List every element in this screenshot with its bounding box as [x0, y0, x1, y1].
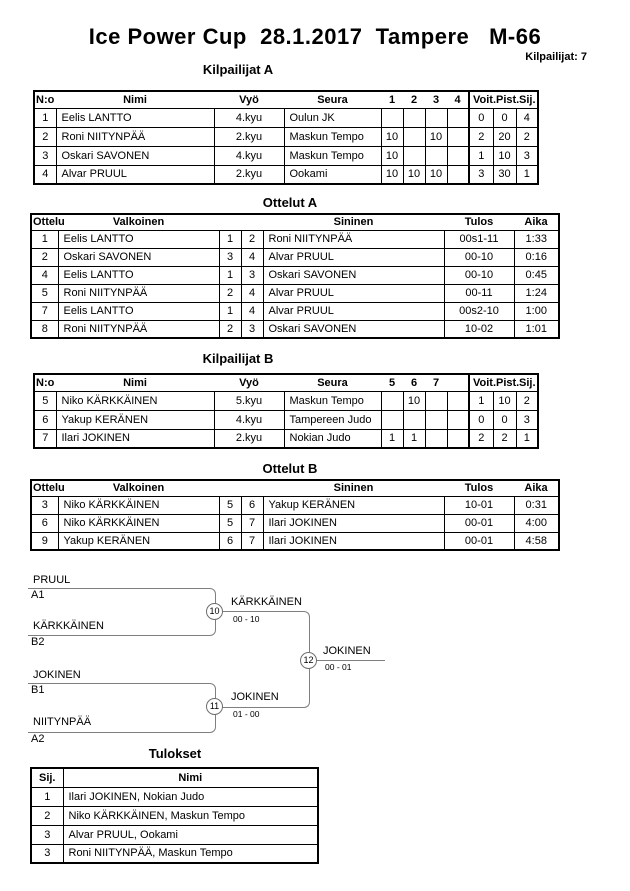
place-cell: 1	[516, 165, 538, 184]
col-result: Tulos	[444, 214, 514, 230]
white-cell: Eelis LANTTO	[58, 266, 219, 284]
white-cell: Oskari SAVONEN	[58, 248, 219, 266]
round-cell	[447, 165, 469, 184]
place-cell: 3	[516, 410, 538, 429]
blue-no-cell: 3	[241, 266, 263, 284]
points-cell: 20	[493, 127, 516, 146]
table-row	[34, 108, 538, 127]
club-cell: Tampereen Judo	[284, 410, 381, 429]
white-no-cell: 3	[219, 248, 241, 266]
round-cell	[403, 108, 425, 127]
no-cell: 1	[34, 108, 56, 127]
blue-cell: Roni NIITYNPÄÄ	[263, 230, 444, 248]
col-belt: Vyö	[214, 91, 284, 108]
header-row	[34, 91, 538, 108]
name-cell: Ilari JOKINEN	[56, 429, 214, 448]
col-round-4: 4	[447, 91, 469, 108]
result-cell: 00-01	[444, 514, 514, 532]
table-row	[34, 146, 538, 165]
col-round-1: 1	[381, 91, 403, 108]
blue-no-cell: 2	[241, 230, 263, 248]
blue-no-cell: 4	[241, 248, 263, 266]
bracket-semi1-top-seed: A1	[31, 589, 45, 601]
table-row	[31, 248, 559, 266]
match-no-cell: 6	[31, 514, 58, 532]
bracket-semi2-bottom-name: NIITYNPÄÄ	[33, 716, 92, 728]
round-cell	[447, 146, 469, 165]
wins-cell: 2	[469, 429, 493, 448]
col-white: Valkoinen	[58, 214, 219, 230]
round-cell: 1	[403, 429, 425, 448]
col-blue: Sininen	[263, 214, 444, 230]
col-points: Pist.	[493, 91, 516, 108]
white-no-cell: 2	[219, 320, 241, 338]
blue-cell: Yakup KERÄNEN	[263, 496, 444, 514]
name-cell: Roni NIITYNPÄÄ	[56, 127, 214, 146]
bracket-semi2-top-seed: B1	[31, 684, 45, 696]
place-cell: 1	[31, 787, 63, 806]
white-cell: Eelis LANTTO	[58, 302, 219, 320]
result-cell: 10-02	[444, 320, 514, 338]
results-title: Tulokset	[148, 746, 202, 761]
name-cell: Alvar PRUUL, Ookami	[63, 825, 318, 844]
matches-b-table	[30, 479, 560, 551]
round-cell	[381, 410, 403, 429]
col-time: Aika	[514, 214, 559, 230]
club-cell: Maskun Tempo	[284, 146, 381, 165]
table-row	[31, 284, 559, 302]
white-cell: Eelis LANTTO	[58, 230, 219, 248]
place-cell: 3	[31, 825, 63, 844]
name-cell: Eelis LANTTO	[56, 108, 214, 127]
table-row	[31, 320, 559, 338]
pool-b-table	[33, 373, 539, 449]
wins-cell: 1	[469, 391, 493, 410]
col-round-7: 7	[425, 374, 447, 391]
result-cell: 10-01	[444, 496, 514, 514]
round-cell: 10	[381, 127, 403, 146]
white-cell: Niko KÄRKKÄINEN	[58, 514, 219, 532]
bracket-final-winner: JOKINEN	[323, 645, 371, 657]
no-cell: 5	[34, 391, 56, 410]
points-cell: 2	[493, 429, 516, 448]
place-cell: 3	[31, 844, 63, 863]
col-club: Seura	[284, 91, 381, 108]
white-no-cell: 1	[219, 266, 241, 284]
bracket-match-number-12: 12	[300, 652, 317, 669]
white-no-cell: 1	[219, 230, 241, 248]
points-cell: 0	[493, 410, 516, 429]
white-cell: Yakup KERÄNEN	[58, 532, 219, 550]
name-cell: Alvar PRUUL	[56, 165, 214, 184]
round-cell	[447, 127, 469, 146]
blue-no-cell: 7	[241, 514, 263, 532]
table-row	[34, 165, 538, 184]
wins-cell: 0	[469, 410, 493, 429]
club-cell: Ookami	[284, 165, 381, 184]
bracket-semi2-top-name: JOKINEN	[33, 669, 81, 681]
col-wins: Voit.	[469, 91, 493, 108]
col-wins: Voit.	[469, 374, 493, 391]
col-round-6: 6	[403, 374, 425, 391]
table-row	[31, 230, 559, 248]
table-row	[31, 806, 318, 825]
match-no-cell: 5	[31, 284, 58, 302]
club-cell: Maskun Tempo	[284, 391, 381, 410]
blue-cell: Alvar PRUUL	[263, 284, 444, 302]
match-no-cell: 2	[31, 248, 58, 266]
bracket-final-line	[309, 660, 385, 661]
page-title: Ice Power Cup 28.1.2017 Tampere M-66	[88, 24, 542, 49]
name-cell: Yakup KERÄNEN	[56, 410, 214, 429]
table-row	[31, 532, 559, 550]
result-cell: 00s1-11	[444, 230, 514, 248]
white-cell: Niko KÄRKKÄINEN	[58, 496, 219, 514]
result-cell: 00-11	[444, 284, 514, 302]
col-result: Tulos	[444, 480, 514, 496]
header-row	[31, 768, 318, 787]
bracket-semi2-bottom-seed: A2	[31, 733, 45, 745]
col-name: Nimi	[56, 374, 214, 391]
points-cell: 30	[493, 165, 516, 184]
col-name: Nimi	[56, 91, 214, 108]
table-row	[31, 302, 559, 320]
blue-no-cell: 6	[241, 496, 263, 514]
bracket-match-number-11: 11	[206, 698, 223, 715]
time-cell: 1:01	[514, 320, 559, 338]
competitors-count: Kilpailijat: 7	[525, 51, 587, 63]
name-cell: Niko KÄRKKÄINEN	[56, 391, 214, 410]
round-cell: 1	[381, 429, 403, 448]
white-cell: Roni NIITYNPÄÄ	[58, 320, 219, 338]
place-cell: 3	[516, 146, 538, 165]
belt-cell: 4.kyu	[214, 146, 284, 165]
no-cell: 2	[34, 127, 56, 146]
col-place: Sij.	[516, 91, 538, 108]
points-cell: 0	[493, 108, 516, 127]
time-cell: 4:00	[514, 514, 559, 532]
matches-b-title: Ottelut B	[262, 461, 318, 476]
white-no-cell: 5	[219, 514, 241, 532]
match-no-cell: 3	[31, 496, 58, 514]
col-round-8	[447, 374, 469, 391]
match-no-cell: 8	[31, 320, 58, 338]
pool-a-title: Kilpailijat A	[202, 62, 274, 77]
bracket-semi1-score: 00 - 10	[233, 614, 260, 624]
col-white-no	[219, 214, 241, 230]
place-cell: 4	[516, 108, 538, 127]
no-cell: 7	[34, 429, 56, 448]
round-cell: 10	[425, 127, 447, 146]
wins-cell: 3	[469, 165, 493, 184]
name-cell: Roni NIITYNPÄÄ, Maskun Tempo	[63, 844, 318, 863]
result-cell: 00-10	[444, 266, 514, 284]
belt-cell: 2.kyu	[214, 165, 284, 184]
place-cell: 2	[516, 127, 538, 146]
table-row	[31, 496, 559, 514]
matches-a-title: Ottelut A	[262, 195, 318, 210]
header-row	[34, 374, 538, 391]
time-cell: 1:33	[514, 230, 559, 248]
table-row	[34, 127, 538, 146]
table-row	[31, 787, 318, 806]
time-cell: 4:58	[514, 532, 559, 550]
col-round-3: 3	[425, 91, 447, 108]
place-cell: 2	[516, 391, 538, 410]
round-cell	[447, 410, 469, 429]
belt-cell: 4.kyu	[214, 108, 284, 127]
result-cell: 00s2-10	[444, 302, 514, 320]
round-cell	[447, 108, 469, 127]
club-cell: Maskun Tempo	[284, 127, 381, 146]
time-cell: 0:31	[514, 496, 559, 514]
round-cell	[381, 108, 403, 127]
col-no: N:o	[34, 91, 56, 108]
col-place: Sij.	[516, 374, 538, 391]
blue-no-cell: 4	[241, 302, 263, 320]
col-belt: Vyö	[214, 374, 284, 391]
table-row	[34, 391, 538, 410]
col-time: Aika	[514, 480, 559, 496]
round-cell: 10	[403, 391, 425, 410]
col-white: Valkoinen	[58, 480, 219, 496]
wins-cell: 2	[469, 127, 493, 146]
name-cell: Niko KÄRKKÄINEN, Maskun Tempo	[63, 806, 318, 825]
round-cell	[447, 391, 469, 410]
blue-cell: Oskari SAVONEN	[263, 266, 444, 284]
round-cell	[425, 391, 447, 410]
round-cell	[403, 146, 425, 165]
blue-cell: Alvar PRUUL	[263, 302, 444, 320]
name-cell: Ilari JOKINEN, Nokian Judo	[63, 787, 318, 806]
col-blue-no	[241, 480, 263, 496]
club-cell: Oulun JK	[284, 108, 381, 127]
col-club: Seura	[284, 374, 381, 391]
place-cell: 2	[31, 806, 63, 825]
round-cell	[381, 391, 403, 410]
result-cell: 00-01	[444, 532, 514, 550]
white-cell: Roni NIITYNPÄÄ	[58, 284, 219, 302]
round-cell: 10	[381, 165, 403, 184]
header-row	[31, 480, 559, 496]
match-no-cell: 9	[31, 532, 58, 550]
white-no-cell: 2	[219, 284, 241, 302]
table-row	[34, 410, 538, 429]
time-cell: 0:45	[514, 266, 559, 284]
time-cell: 1:24	[514, 284, 559, 302]
round-cell	[403, 410, 425, 429]
col-blue: Sininen	[263, 480, 444, 496]
belt-cell: 4.kyu	[214, 410, 284, 429]
points-cell: 10	[493, 391, 516, 410]
col-round-5: 5	[381, 374, 403, 391]
matches-a-table	[30, 213, 560, 339]
results-table	[30, 767, 319, 864]
pool-a-table	[33, 90, 539, 185]
round-cell	[425, 429, 447, 448]
no-cell: 6	[34, 410, 56, 429]
blue-no-cell: 7	[241, 532, 263, 550]
pool-b-title: Kilpailijat B	[202, 351, 274, 366]
wins-cell: 0	[469, 108, 493, 127]
belt-cell: 2.kyu	[214, 127, 284, 146]
round-cell	[447, 429, 469, 448]
round-cell	[425, 410, 447, 429]
blue-cell: Ilari JOKINEN	[263, 514, 444, 532]
belt-cell: 5.kyu	[214, 391, 284, 410]
result-cell: 00-10	[444, 248, 514, 266]
bracket-semi2-score: 01 - 00	[233, 709, 260, 719]
club-cell: Nokian Judo	[284, 429, 381, 448]
table-row	[34, 429, 538, 448]
round-cell	[403, 127, 425, 146]
no-cell: 4	[34, 165, 56, 184]
round-cell: 10	[403, 165, 425, 184]
col-place: Sij.	[31, 768, 63, 787]
round-cell: 10	[381, 146, 403, 165]
col-blue-no	[241, 214, 263, 230]
time-cell: 0:16	[514, 248, 559, 266]
belt-cell: 2.kyu	[214, 429, 284, 448]
no-cell: 3	[34, 146, 56, 165]
round-cell: 10	[425, 165, 447, 184]
header-row	[31, 214, 559, 230]
match-no-cell: 4	[31, 266, 58, 284]
match-no-cell: 1	[31, 230, 58, 248]
table-row	[31, 514, 559, 532]
blue-cell: Alvar PRUUL	[263, 248, 444, 266]
time-cell: 1:00	[514, 302, 559, 320]
table-row	[31, 825, 318, 844]
white-no-cell: 6	[219, 532, 241, 550]
bracket-semi1-winner: KÄRKKÄINEN	[231, 596, 302, 608]
blue-cell: Oskari SAVONEN	[263, 320, 444, 338]
bracket-semi1-bottom-name: KÄRKKÄINEN	[33, 620, 104, 632]
bracket-final-score: 00 - 01	[325, 662, 352, 672]
place-cell: 1	[516, 429, 538, 448]
col-white-no	[219, 480, 241, 496]
col-match: Ottelu	[31, 480, 58, 496]
match-no-cell: 7	[31, 302, 58, 320]
blue-no-cell: 4	[241, 284, 263, 302]
bracket-semi2-winner: JOKINEN	[231, 691, 279, 703]
blue-no-cell: 3	[241, 320, 263, 338]
col-match: Ottelu	[31, 214, 58, 230]
bracket-semi1-advance-line	[215, 611, 310, 661]
wins-cell: 1	[469, 146, 493, 165]
table-row	[31, 266, 559, 284]
blue-cell: Ilari JOKINEN	[263, 532, 444, 550]
white-no-cell: 5	[219, 496, 241, 514]
name-cell: Oskari SAVONEN	[56, 146, 214, 165]
white-no-cell: 1	[219, 302, 241, 320]
round-cell	[425, 146, 447, 165]
points-cell: 10	[493, 146, 516, 165]
col-name: Nimi	[63, 768, 318, 787]
bracket-semi1-top-name: PRUUL	[33, 574, 71, 586]
table-row	[31, 844, 318, 863]
bracket-match-number-10: 10	[206, 603, 223, 620]
col-no: N:o	[34, 374, 56, 391]
bracket-semi1-bottom-seed: B2	[31, 636, 45, 648]
col-round-2: 2	[403, 91, 425, 108]
round-cell	[425, 108, 447, 127]
col-points: Pist.	[493, 374, 516, 391]
